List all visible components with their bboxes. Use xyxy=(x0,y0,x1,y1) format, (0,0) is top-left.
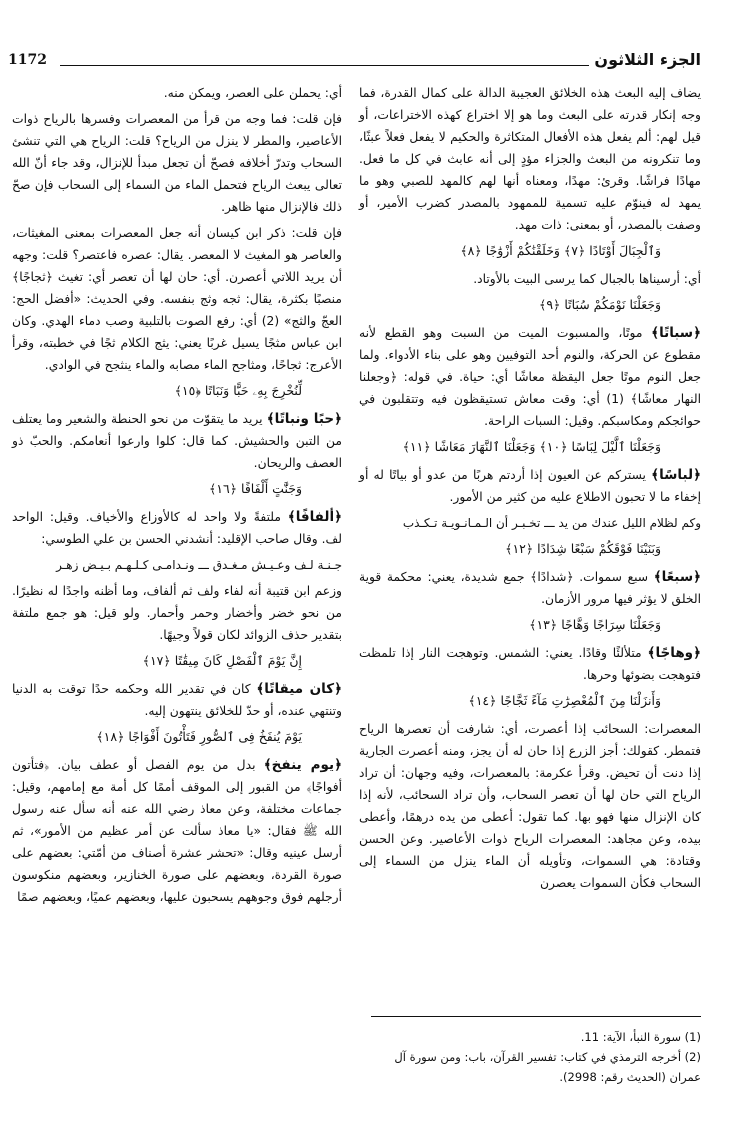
header-rule xyxy=(60,65,589,66)
paragraph xyxy=(12,580,342,646)
paragraph-text: المعصرات: السحائب إذا أعصرت، أي: شارفت أن تعصرها الرياح فتمطر. كقولك: أجز الزرع إذا حان له أن يجز، ومنه أعصرت الجارية إذا دنت أن تحيض. وقرأ عكرمة: بالمعصرات، وفيه وجهان: أن تراد الرياح التي حان لها أن تعصر السحاب، وأن تراد السحائب، لأنه إذا كان الإنزال منها فهو بها. كما تقول: أعطى من يده درهمًا، وأعطى بيده، وعن مجاهد: المعصرات الرياح ذوات الأعاصير. وعن الحسن وقتادة: هي السموات، وتأويله أن الماء ينزل من السماء إلى السحاب فكأن السموات يعصرن xyxy=(359,722,701,890)
paragraph xyxy=(12,506,342,550)
right-column xyxy=(359,82,701,898)
poetry-line: جـنـة لـف وعـيـش مـغـدق ـــ ونـدامـى كـلـهـم بـيـض زهـر xyxy=(56,558,342,572)
paragraph-text: ملتفةً ولا واحد له كالأوزاع والأخياف. وقيل: الواحد لف. وقال صاحب الإقليد: أنشدني الحسن بن علي الطوسي: xyxy=(12,510,342,546)
paragraph xyxy=(12,678,342,722)
paragraph xyxy=(12,408,342,474)
headword: ﴿يوم ينفخ﴾ xyxy=(263,757,342,773)
paragraph-text: متلألئًا وقادًا. يعني: الشمس. وتوهجت النار إذا تلمظت فتوهجت بضوئها وحرها. xyxy=(359,646,701,682)
paragraph-text: يستركم عن العيون إذا أردتم هربًا من عدو أو بياتًا له أو إخفاء ما لا تحبون الاطلاع عليه من كثير من الأمور. xyxy=(359,468,701,504)
paragraph-text: يضاف إليه البعث هذه الخلائق العجيبة الدالة على كمال القدرة، فما وجه إنكار قدرته على البعث وما هو إلا اختراع كهذه الاختراعات، أو قيل لهم: ألم يفعل هذه الأفعال المتكاثرة والحكيم لا يفعل فعلاً عبثًا، وما تنكرونه من البعث والجزاء مؤدٍ إلى أنه عابث في كل ما فعل. مهادًا فراشًا. وقرئ: مهدًا، ومعناه أنها لهم كالمهد للصبي وهو ما يمهد له فينوّم عليه تسمية للممهود بالمصدر كضرب الأمير، أو وصفت بالمصدر، أو بمعنى: ذات مهد. xyxy=(359,86,701,232)
headword: ﴿لباسًا﴾ xyxy=(651,467,701,483)
quran-verse: وَٱلْجِبَالَ أَوْتَادًا ﴿٧﴾ وَخَلَقْنَٰكُمْ أَزْوَٰجًا ﴿٨﴾ xyxy=(460,243,661,258)
footnote: (2) أخرجه الترمذي في كتاب: تفسير القرآن، باب: ومن سورة آل عمران (الحديث رقم: 2998). xyxy=(394,1050,701,1084)
part-title: الجزء الثلاثون xyxy=(594,50,701,69)
headword: ﴿سبعًا﴾ xyxy=(653,569,701,585)
paragraph-text: وزعم ابن قتيبة أنه لفاء ولف ثم ألفاف، وما أظنه واجدًا له نظيرًا. من نحو خضر وأخضار وحمر وأحمار. ولو قيل: هو جمع ملتفة بتقدير حذف الزوائد لكان قولاً وجيهًا. xyxy=(12,584,342,642)
paragraph-text: أي: أرسيناها بالجبال كما يرسى البيت بالأوتاد. xyxy=(473,272,701,286)
headword: ﴿كان ميقاتًا﴾ xyxy=(256,681,342,697)
paragraph-text: كان في تقدير الله وحكمه حدًا توقت به الدنيا وتنتهي عنده، أو حدّ للخلائق ينتهون إليه. xyxy=(12,682,342,718)
paragraph xyxy=(359,718,701,894)
paragraph-text: بدل من يوم الفصل أو عطف بيان. ﴿فتأتون أفواجًا﴾ من القبور إلى الموقف أممًا كل أمة مع إمامهم، وقيل: جماعات مختلفة، وعن معاذ رضي الله عنه أنه سأل عنه رسول الله ﷺ فقال: «يا معاذ سألت عن أمر عظيم من الأمور»، ثم أرسل عينيه وقال: «تحشر عشرة أصناف من أمّتي: بعضهم على صورة القردة، وبعضهم على صورة الخنازير، وبعضهم منكوسون أرجلهم فوق وجوههم يسحبون عليها، وبعضهم عميًا، وبعضهم صمًا xyxy=(12,758,342,904)
paragraph xyxy=(359,566,701,610)
headword: ﴿سباتًا﴾ xyxy=(651,325,701,341)
headword: ﴿ألفافًا﴾ xyxy=(287,509,342,525)
quran-verse: وَجَعَلْنَا نَوْمَكُمْ سُبَاتًا ﴿٩﴾ xyxy=(539,297,661,312)
quran-verse: إِنَّ يَوْمَ ٱلْفَصْلِ كَانَ مِيقَٰتًا ﴿١٧﴾ xyxy=(142,653,302,668)
quran-verse: وَبَنَيْنَا فَوْقَكُمْ سَبْعًا شِدَادًا ﴿١٢﴾ xyxy=(505,541,661,556)
paragraph xyxy=(359,322,701,432)
footnote: (1) سورة النبأ، الآية: 11. xyxy=(580,1030,701,1044)
paragraph xyxy=(12,108,342,218)
quran-verse: يَوْمَ يُنفَخُ فِى ٱلصُّورِ فَتَأْتُونَ أَفْوَاجًا ﴿١٨﴾ xyxy=(96,729,302,744)
quran-verse: وَأَنزَلْنَا مِنَ ٱلْمُعْصِرَٰتِ مَآءً ثَجَّاجًا ﴿١٤﴾ xyxy=(468,693,661,708)
paragraph-text: سبع سموات. ﴿شدادًا﴾ جمع شديدة، يعني: محكمة قوية الخلق لا يؤثر فيها مرور الأزمان. xyxy=(359,570,701,606)
quran-verse: وَجَعَلْنَا ٱلَّيْلَ لِبَاسًا ﴿١٠﴾ وَجَعَلْنَا ٱلنَّهَارَ مَعَاشًا ﴿١١﴾ xyxy=(402,439,661,454)
paragraph xyxy=(12,754,342,908)
paragraph xyxy=(359,82,701,236)
quran-verse: وَجَعَلْنَا سِرَاجًا وَهَّاجًا ﴿١٣﴾ xyxy=(529,617,661,632)
paragraph xyxy=(12,222,342,376)
page-number: 1172 xyxy=(8,52,47,68)
headword: ﴿وهاجًا﴾ xyxy=(647,645,701,661)
headword: ﴿حبًا ونباتًا﴾ xyxy=(266,411,342,427)
paragraph-text: يريد ما يتقوّت من نحو الحنطة والشعير وما يعتلف من التبن والحشيش. كما قال: كلوا وارعوا أنعامكم. والحبّ ذو العصف والريحان. xyxy=(12,412,342,470)
page-header xyxy=(8,50,701,74)
paragraph xyxy=(359,642,701,686)
poetry-line: وكم لظلام الليل عندك من يد ـــ تخـبـر أن الـمـانـويـة تـكـذب xyxy=(402,516,701,530)
paragraph xyxy=(12,82,342,104)
quran-verse: وَجَنَّٰتٍ أَلْفَافًا ﴿١٦﴾ xyxy=(208,481,302,496)
paragraph-text: موتًا، والمسبوت الميت من السبت وهو القطع لأنه مقطوع عن الحركة، والنوم أحد التوفيين وهو على بناء الأدواء. ولما جعل النوم موتًا جعل اليقظة معاشًا أي: حياة. في قوله: ﴿وجعلنا النهار معاشًا﴾ (1) أي: وقت معاش تستيقظون فيه وتتقلبون في حوائجكم ومكاسبكم. وقيل: السبات الراحة. xyxy=(359,326,701,428)
quran-verse: لِّنُخْرِجَ بِهِۦ حَبًّا وَنَبَاتًا ﴿١٥﴾ xyxy=(174,383,302,398)
left-column xyxy=(12,82,342,912)
paragraph xyxy=(359,268,701,290)
footnotes xyxy=(371,1016,701,1087)
paragraph-text: أي: يحملن على العصر، ويمكن منه. xyxy=(163,86,342,100)
paragraph-text: فإن قلت: ذكر ابن كيسان أنه جعل المعصرات بمعنى المغيثات، والعاصر هو المغيث لا المعصر. يقال: عصره فاعتصر؟ قلت: وجهه أن يريد اللاتي أعصرن. أي: حان لها أن تعصر أي: تغيث ﴿ثجاجًا﴾ منصبًا بكثرة، يقال: ثجه وثج بنفسه. وفي الحديث: «أفضل الحج: العجّ والثج» (2) أي: رفع الصوت بالتلبية وصب دماء الهدي. وكان ابن عباس مثجًا يسيل غربًا يعني: يثج الكلام ثجًا في خطبته، وقرأ الأعرج: ثجاحًا، ومثاجح الماء مصابه والماء ينثجح في الوادي. xyxy=(12,226,342,372)
paragraph xyxy=(359,464,701,508)
paragraph-text: فإن قلت: فما وجه من قرأ من المعصرات وفسرها بالرياح ذوات الأعاصير، والمطر لا ينزل من الرياح؟ قلت: الرياح هي التي تنشئ السحاب وتدرّ أخلافه فصحّ أن تجعل مبدأ للإنزال، وقد جاء أنّ الله تعالى يبعث الرياح فتحمل الماء من السماء إلى السحاب فإن صحّ ذلك فالإنزال منها ظاهر. xyxy=(12,112,342,214)
